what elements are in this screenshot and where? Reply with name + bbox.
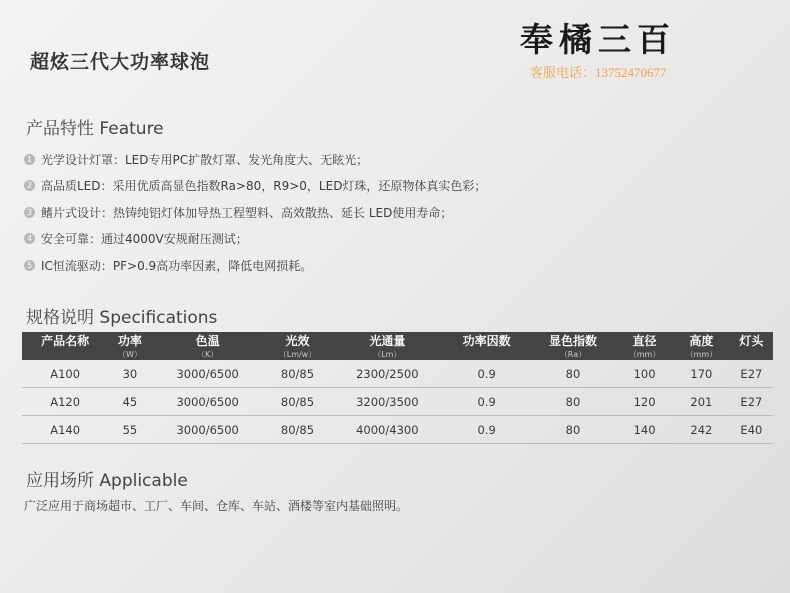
col-header-color-temp: 色温 — [152, 332, 264, 349]
table-cell: E27 — [730, 388, 773, 416]
col-unit: （W） — [108, 349, 151, 360]
spec-header-row — [22, 332, 773, 349]
page-title: 超炫三代大功率球泡 — [30, 51, 211, 73]
feature-text: 鳍片式设计：热铸纯铝灯体加导热工程塑料、高效散热、延长 LED使用寿命； — [41, 205, 453, 220]
feature-list — [24, 146, 486, 279]
table-cell: 100 — [616, 360, 673, 388]
feature-item — [24, 173, 486, 200]
col-header-flux: 光通量 — [331, 332, 443, 349]
col-header-power: 功率 — [108, 332, 151, 349]
spec-heading: 规格说明 Specifications — [26, 308, 218, 328]
feature-item — [24, 146, 486, 173]
col-unit: （K） — [152, 349, 264, 360]
table-cell: 80/85 — [264, 388, 331, 416]
table-cell: 120 — [616, 388, 673, 416]
table-cell: 170 — [673, 360, 730, 388]
table-cell: 0.9 — [443, 388, 529, 416]
table-cell: 3000/6500 — [152, 360, 264, 388]
feature-item — [24, 199, 486, 226]
number-badge-icon: 4 — [24, 233, 35, 244]
table-cell: 3000/6500 — [152, 388, 264, 416]
col-header-base: 灯头 — [730, 332, 773, 349]
table-cell: 201 — [673, 388, 730, 416]
table-cell: 45 — [108, 388, 151, 416]
col-header-power-factor: 功率因数 — [443, 332, 529, 349]
feature-item — [24, 252, 486, 279]
col-unit: （Ra） — [530, 349, 616, 360]
table-row — [22, 388, 773, 416]
table-cell: 80/85 — [264, 416, 331, 444]
table-cell: 2300/2500 — [331, 360, 443, 388]
col-header-efficacy: 光效 — [264, 332, 331, 349]
table-row — [22, 416, 773, 444]
col-unit — [22, 349, 108, 360]
col-unit: （Lm） — [331, 349, 443, 360]
feature-text: 安全可靠：通过4000V安规耐压测试； — [41, 232, 248, 247]
table-row — [22, 360, 773, 388]
table-cell: 80 — [530, 416, 616, 444]
table-cell: 0.9 — [443, 416, 529, 444]
number-badge-icon: 5 — [24, 260, 35, 271]
table-cell: 4000/4300 — [331, 416, 443, 444]
applicable-heading: 应用场所 Applicable — [26, 471, 188, 491]
col-header-cri: 显色指数 — [530, 332, 616, 349]
table-cell: A120 — [22, 388, 108, 416]
table-cell: 3200/3500 — [331, 388, 443, 416]
feature-text: IC恒流驱动：PF>0.9高功率因素，降低电网损耗。 — [41, 258, 313, 273]
feature-heading: 产品特性 Feature — [26, 119, 164, 139]
feature-item — [24, 226, 486, 253]
col-unit: （mm） — [673, 349, 730, 360]
table-cell: A140 — [22, 416, 108, 444]
col-header-diameter: 直径 — [616, 332, 673, 349]
table-cell: 3000/6500 — [152, 416, 264, 444]
brand-logo-text: 奉橘三百 — [520, 20, 676, 59]
col-header-height: 高度 — [673, 332, 730, 349]
applicable-text: 广泛应用于商场超市、工厂、车间、仓库、车站、酒楼等室内基础照明。 — [24, 499, 409, 513]
col-unit: （mm） — [616, 349, 673, 360]
col-unit — [730, 349, 773, 360]
table-cell: 0.9 — [443, 360, 529, 388]
col-unit — [443, 349, 529, 360]
table-cell: 242 — [673, 416, 730, 444]
spec-table — [22, 332, 773, 444]
feature-text: 高品质LED：采用优质高显色指数Ra>80，R9>0，LED灯珠，还原物体真实色彩； — [41, 179, 487, 194]
number-badge-icon: 3 — [24, 207, 35, 218]
number-badge-icon: 1 — [24, 154, 35, 165]
number-badge-icon: 2 — [24, 180, 35, 191]
table-cell: 80/85 — [264, 360, 331, 388]
spec-unit-row — [22, 349, 773, 360]
feature-text: 光学设计灯罩：LED专用PC扩散灯罩、发光角度大、无眩光； — [41, 152, 369, 167]
table-cell: A100 — [22, 360, 108, 388]
col-header-name: 产品名称 — [22, 332, 108, 349]
table-cell: E40 — [730, 416, 773, 444]
col-unit: （Lm/w） — [264, 349, 331, 360]
hotline-text: 客服电话：13752470677 — [530, 65, 667, 80]
table-cell: E27 — [730, 360, 773, 388]
table-cell: 140 — [616, 416, 673, 444]
table-cell: 55 — [108, 416, 151, 444]
table-cell: 80 — [530, 360, 616, 388]
table-cell: 30 — [108, 360, 151, 388]
table-cell: 80 — [530, 388, 616, 416]
